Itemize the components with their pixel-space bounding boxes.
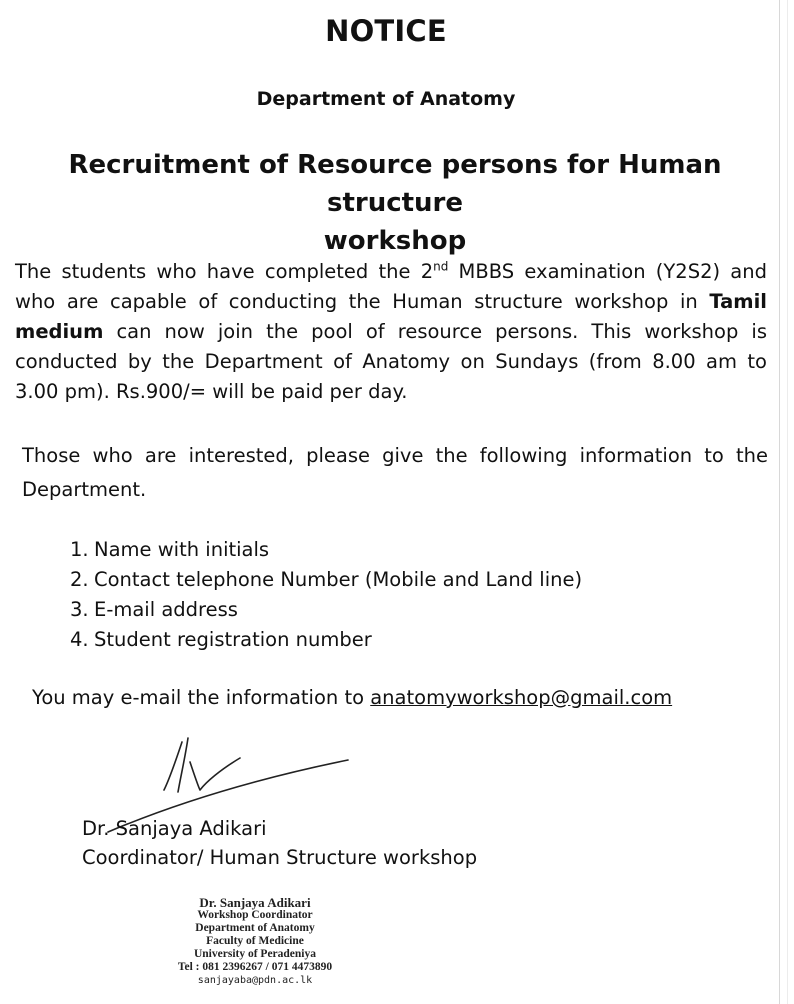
list-text: E-mail address [94,598,238,621]
signatory-name: Dr. Sanjaya Adikari [82,817,267,840]
instruction-paragraph: Those who are interested, please give the following information to the Department. [22,444,768,501]
para1-part1: The students who have completed the 2 [15,260,434,283]
stamp-line: Faculty of Medicine [206,935,304,947]
email-instruction [32,684,672,712]
list-number: 4. [70,628,89,651]
list-item [70,565,582,595]
description-paragraph [15,257,767,407]
stamp-line: Department of Anatomy [195,922,315,934]
para1-part3: can now join the pool of resource persons. This workshop is conducted by the Department of Anatomy on Sundays (from 8.00 am to 3.00 pm). Rs.900/= will be paid per day. [15,320,767,403]
info-list [70,535,582,655]
list-item [70,595,582,625]
list-number: 1. [70,538,89,561]
heading-line-1: Recruitment of Resource persons for Human structure [68,150,722,218]
ordinal-superscript: nd [433,259,449,274]
list-item [70,625,582,655]
stamp-line: University of Peradeniya [193,948,316,960]
stamp-telephone: Tel : 081 2396267 / 071 4473890 [177,961,333,973]
list-item [70,535,582,565]
signatory-role: Coordinator/ Human Structure workshop [82,846,478,869]
official-stamp [130,896,380,987]
department-name: Department of Anatomy [256,88,516,110]
email-link[interactable]: anatomyworkshop@gmail.com [370,686,673,709]
stamp-email: sanjayaba@pdn.ac.lk [197,975,313,986]
list-text: Contact telephone Number (Mobile and Land line) [94,568,583,591]
email-prefix: You may e-mail the information to [32,686,371,709]
list-number: 2. [70,568,89,591]
medium-emphasis: Tamil medium [15,290,767,343]
heading-line-2: workshop [323,226,467,256]
stamp-name: Dr. Sanjaya Adikari [199,895,311,910]
list-text: Student registration number [94,628,372,651]
page-heading [0,146,790,260]
para1-part2: MBBS examination (Y2S2) and who are capable of conducting the Human structure workshop in [15,260,767,313]
notice-title: NOTICE [325,14,447,48]
stamp-line: Workshop Coordinator [197,909,313,921]
list-number: 3. [70,598,89,621]
list-text: Name with initials [94,538,270,561]
